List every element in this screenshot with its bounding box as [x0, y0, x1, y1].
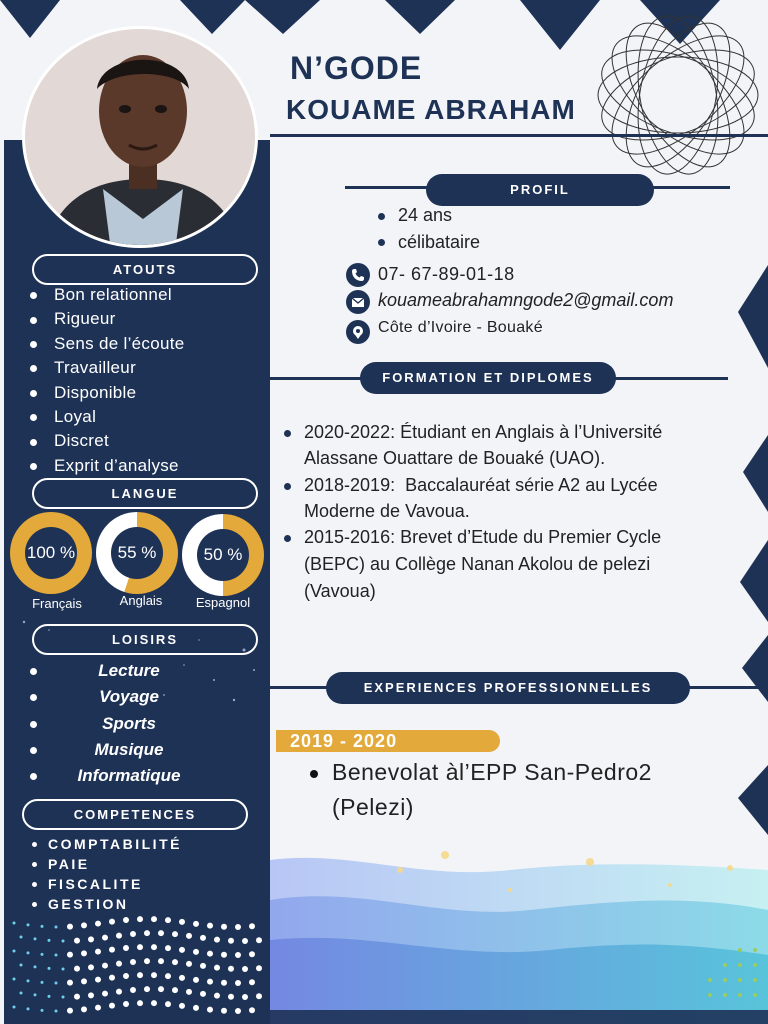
list-item: COMPTABILITÉ: [30, 834, 260, 854]
language-name: Anglais: [119, 593, 163, 608]
language-ring-anglais: [96, 512, 178, 594]
formation-item-line: (Vavoua): [304, 581, 376, 601]
formation-header: FORMATION ET DIPLOMES: [360, 362, 616, 394]
list-item: FISCALITE: [30, 874, 260, 894]
profil-header: PROFIL: [426, 174, 654, 206]
language-ring-francais: [10, 512, 92, 594]
first-name: N’GODE: [290, 50, 423, 86]
bullet: [378, 213, 385, 220]
list-item: Sens de l’écoute: [28, 332, 268, 356]
spirograph-decoration: [588, 0, 768, 200]
person-portrait-icon: [25, 29, 258, 248]
list-item: GESTION: [30, 894, 260, 914]
formation-item-line: Moderne de Vavoua.: [304, 501, 470, 521]
list-item: Discret: [28, 429, 268, 453]
language-ring-espagnol: [182, 514, 264, 596]
atouts-header: ATOUTS: [32, 254, 258, 285]
formation-item-line: 2015-2016: Brevet d’Etude du Premier Cycle: [304, 527, 662, 547]
language-value: 55 %: [117, 543, 157, 562]
age-text: 24 ans: [398, 205, 453, 225]
formation-item-line: 2018-2019: Baccalauréat série A2 au Lycée: [304, 475, 658, 495]
list-item: Lecture: [28, 658, 258, 684]
experiences-header: EXPERIENCES PROFESSIONNELLES: [326, 672, 690, 704]
list-item: Sports: [28, 711, 258, 737]
list-item: Musique: [28, 737, 258, 763]
atouts-list: [28, 283, 268, 478]
list-item: Voyage: [28, 684, 258, 710]
list-item: Informatique: [28, 763, 258, 789]
language-value: 50 %: [203, 545, 243, 564]
header-underline: [270, 134, 768, 137]
status-text: célibataire: [398, 232, 481, 252]
email-icon: [346, 290, 370, 314]
experience-line: Benevolat àl’EPP San-Pedro2: [332, 759, 652, 785]
bullet: [284, 430, 291, 437]
list-item: Bon relationnel: [28, 283, 268, 307]
location-text: Côte d’Ivoire - Bouaké: [378, 319, 543, 336]
avatar: [22, 26, 258, 248]
list-item: Exprit d’analyse: [28, 454, 268, 478]
language-value: 100 %: [26, 543, 76, 562]
competences-list: [30, 834, 260, 914]
formation-item-line: (BEPC) au Collège Nanan Akolou de pelezi: [304, 554, 651, 574]
formation-item-line: 2020-2022: Étudiant en Anglais à l’Université: [304, 422, 663, 442]
phone-text: 07- 67-89-01-18: [378, 264, 515, 284]
location-icon: [346, 320, 370, 344]
language-name: Français: [32, 596, 82, 611]
phone-icon: [346, 263, 370, 287]
list-item: Travailleur: [28, 356, 268, 380]
competences-header: COMPETENCES: [22, 799, 248, 830]
dotted-wave-decoration: [4, 915, 270, 1024]
list-item: Disponible: [28, 381, 268, 405]
list-item: Rigueur: [28, 307, 268, 331]
bullet: [284, 483, 291, 490]
language-name: Espagnol: [195, 595, 251, 610]
right-zigzag-decoration: [728, 250, 768, 850]
list-item: PAIE: [30, 854, 260, 874]
loisirs-header: LOISIRS: [32, 624, 258, 655]
bullet: [284, 535, 291, 542]
last-name: KOUAME ABRAHAM: [286, 94, 576, 125]
bullet: [378, 239, 385, 246]
email-text: kouameabrahamngode2@gmail.com: [378, 290, 674, 310]
list-item: Loyal: [28, 405, 268, 429]
bullet: [310, 770, 318, 778]
experience-period-badge: 2019 - 2020: [276, 730, 500, 752]
loisirs-list: [28, 658, 258, 789]
langue-header: LANGUE: [32, 478, 258, 509]
formation-item-line: Alassane Ouattare de Bouaké (UAO).: [304, 448, 606, 468]
experience-line: (Pelezi): [332, 794, 414, 820]
wave-decoration: [270, 840, 768, 1024]
